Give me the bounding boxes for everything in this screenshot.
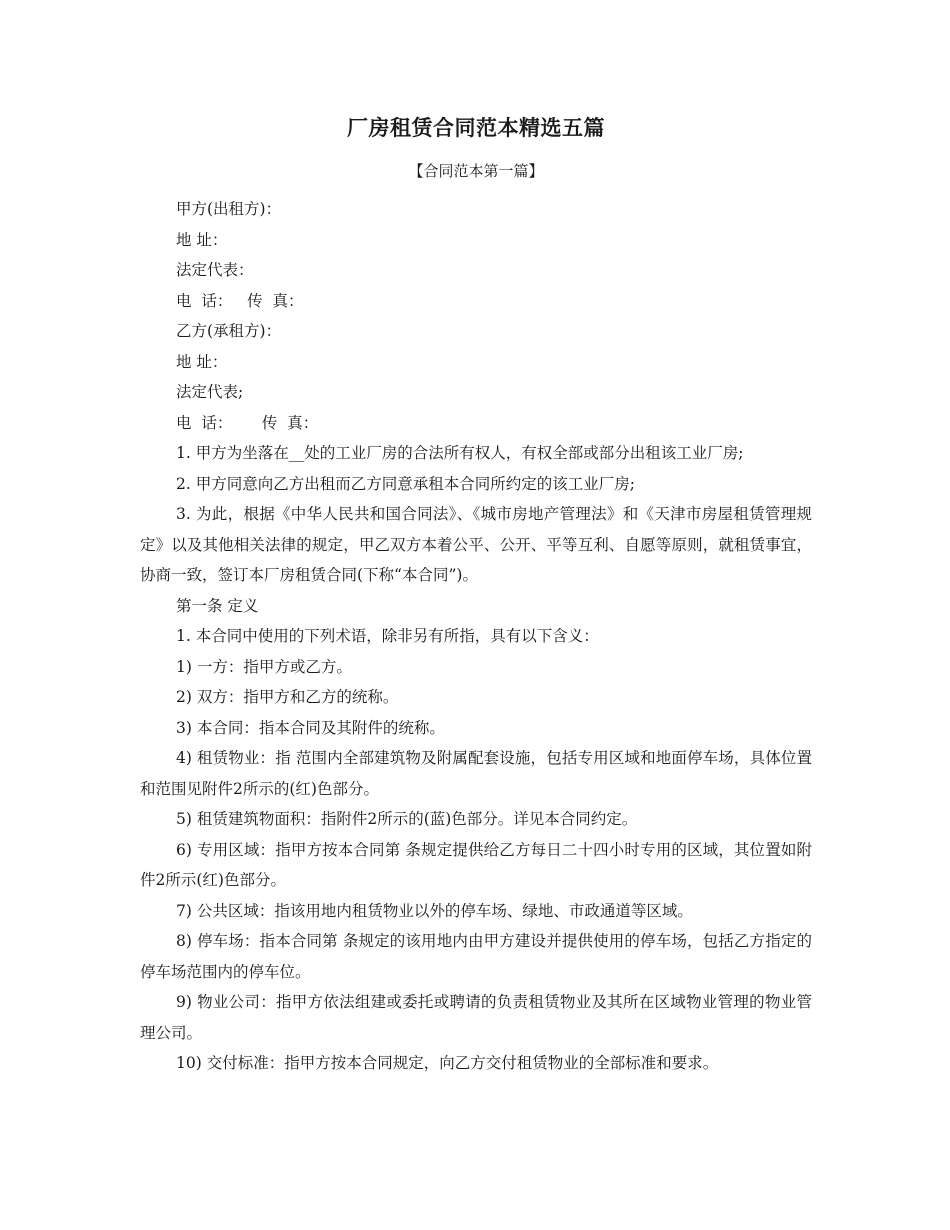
party-b-phone-fax: 电 话： 传 真： [176,413,319,432]
party-a-line: 甲方(出租方)： [176,200,282,218]
definition-item: 1) 一方：指甲方或乙方。 [176,657,352,676]
party-b-representative: 法定代表; [176,383,244,401]
party-a-representative: 法定代表： [176,261,254,279]
definition-item: 3) 本合同：指本合同及其附件的统称。 [176,718,445,737]
party-a-phone-fax: 电 话： 传 真： [176,291,304,310]
article-1-heading: 第一条 定义 [176,596,259,615]
definition-item: 5) 租赁建筑物面积：指附件2所示的(蓝)色部分。详见本合同约定。 [176,810,638,828]
definition-item: 8) 停车场：指本合同第 条规定的该用地内由甲方建设并提供使用的停车场，包括乙方指定的停车场范围内的停车位。 [140,932,812,981]
party-b-address: 地 址： [176,352,228,371]
definitions-intro: 1. 本合同中使用的下列术语，除非另有所指，具有以下含义： [176,627,599,645]
document-page [140,112,812,1079]
definition-item: 7) 公共区域：指该用地内租赁物业以外的停车场、绿地、市政通道等区域。 [176,901,693,920]
party-a-address: 地 址： [176,230,228,249]
party-b-line: 乙方(承租方)： [176,322,282,340]
recital-2: 2. 甲方同意向乙方出租而乙方同意承租本合同所约定的该工业厂房; [176,474,635,493]
recital-3: 3. 为此，根据《中华人民共和国合同法》、《城市房地产管理法》和《天津市房屋租赁管理规定》以及其他相关法律的规定，甲乙双方本着公平、公开、平等互利、自愿等原则，就租赁事宜，协商一致，签订本厂房租赁合同(下称“本合同”)。 [140,505,812,584]
definition-item: 10) 交付标准：指甲方按本合同规定，向乙方交付租赁物业的全部标准和要求。 [176,1054,719,1072]
document-body [140,194,812,1079]
recital-1: 1. 甲方为坐落在__处的工业厂房的合法所有权人，有权全部或部分出租该工业厂房; [176,444,744,462]
document-title: 厂房租赁合同范本精选五篇 [347,116,605,140]
definition-item: 9) 物业公司：指甲方依法组建或委托或聘请的负责租赁物业及其所在区域物业管理的物业管理公司。 [140,993,812,1042]
document-subtitle: 【合同范本第一篇】 [408,162,544,180]
definition-item: 6) 专用区域：指甲方按本合同第 条规定提供给乙方每日二十四小时专用的区域，其位置如附件2所示(红)色部分。 [140,840,812,889]
definition-item: 2) 双方：指甲方和乙方的统称。 [176,688,399,706]
definition-item: 4) 租赁物业：指 范围内全部建筑物及附属配套设施，包括专用区域和地面停车场，具体位置和范围见附件2所示的(红)色部分。 [140,749,812,798]
